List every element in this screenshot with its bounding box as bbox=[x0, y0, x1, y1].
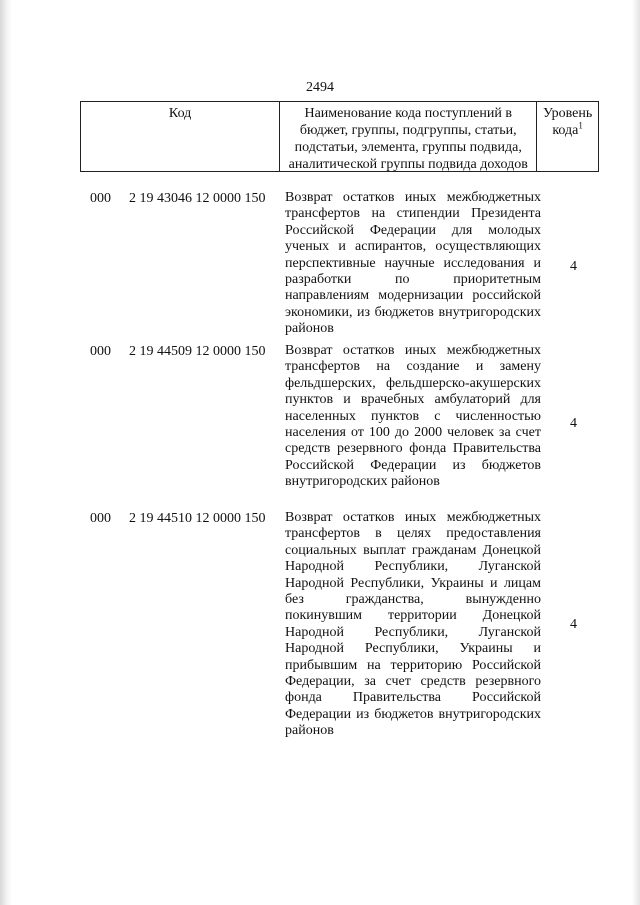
admin-code: 000 bbox=[90, 344, 111, 359]
header-name-cell bbox=[280, 102, 537, 171]
code-level: 4 bbox=[570, 259, 577, 274]
income-name: Возврат остатков иных межбюджетных трансфертов на стипендии Президента Российской Федерации для молодых ученых и аспирантов, осуществляющих перспективные научные исследования и разработки по приоритетным направлениям модернизации российской экономики, из бюджетов внутригородских районов bbox=[285, 190, 541, 337]
scan-shadow-left bbox=[0, 0, 12, 905]
table-row bbox=[80, 343, 599, 505]
table-row bbox=[80, 510, 599, 742]
income-name: Возврат остатков иных межбюджетных трансфертов в целях предоставления социальных выплат гражданам Донецкой Народной Республики, Луганской Народной Республики, Украины и лицам без гражданства, вынужденно покинувшим территории Донецкой Народной Республики, Луганской Народной Республики, Украины и прибывшим на территорию Российской Федерации, за счет средств резервного фонда Правительства Российской Федерации из бюджетов внутригородских районов bbox=[285, 510, 541, 739]
budget-code: 2 19 43046 12 0000 150 bbox=[129, 191, 266, 206]
header-name-label: Наименование кода поступлений в бюджет, группы, подгруппы, статьи, подстатьи, элемента, группы подвида, аналитической группы подвида доходов bbox=[288, 106, 528, 172]
budget-code: 2 19 44509 12 0000 150 bbox=[129, 344, 266, 359]
header-level-footnote: 1 bbox=[578, 120, 583, 131]
page-number: 2494 bbox=[306, 80, 334, 95]
scan-shadow-right bbox=[632, 0, 640, 905]
code-level: 4 bbox=[570, 617, 577, 632]
header-level-label: Уровень кода bbox=[542, 106, 593, 138]
budget-code: 2 19 44510 12 0000 150 bbox=[129, 511, 266, 526]
table-header bbox=[80, 101, 599, 172]
header-code-label: Код bbox=[168, 106, 192, 121]
admin-code: 000 bbox=[90, 191, 111, 206]
admin-code: 000 bbox=[90, 511, 111, 526]
header-code-cell bbox=[81, 102, 280, 171]
header-level-cell bbox=[537, 102, 598, 171]
table-row bbox=[80, 190, 599, 340]
income-name: Возврат остатков иных межбюджетных трансфертов на создание и замену фельдшерских, фельдшерско-акушерских пунктов и врачебных амбулаторий для населенных пунктов с численностью населения от 100 до 2000 человек за счет средств резервного фонда Правительства Российской Федерации из бюджетов внутригородских районов bbox=[285, 343, 541, 490]
code-level: 4 bbox=[570, 416, 577, 431]
